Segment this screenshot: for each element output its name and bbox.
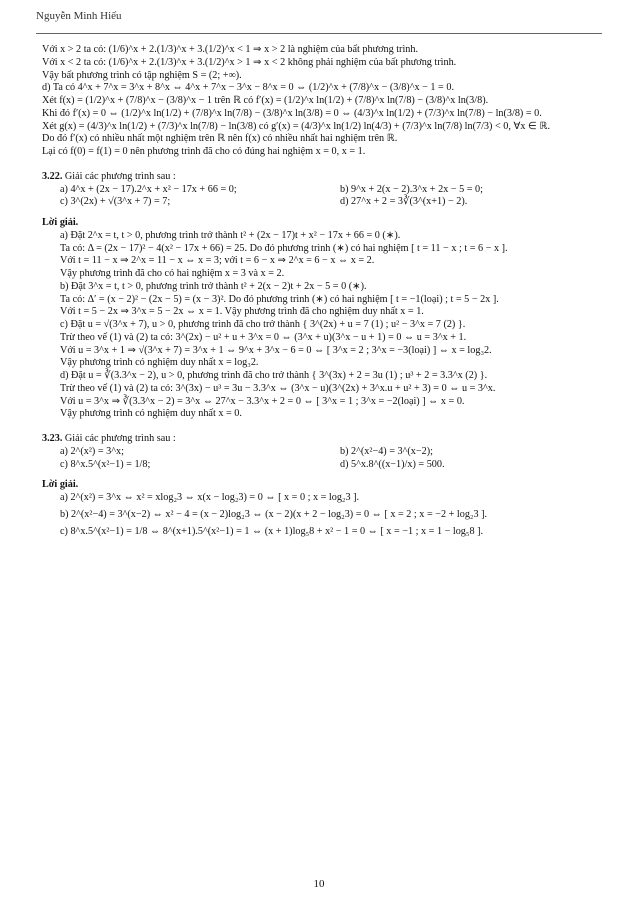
intro-line: Do đó f′(x) có nhiều nhất một nghiệm trên ℝ nên f(x) có nhiều nhất hai nghiệm trên ℝ. xyxy=(42,133,398,145)
solution-line: Vậy phương trình có nghiệm duy nhất x = 0. xyxy=(60,408,242,420)
solution-line: a) Đặt 2^x = t, t > 0, phương trình trở thành t² + (2x − 17)t + x² − 17x + 66 = 0 (∗). xyxy=(60,229,401,241)
intro-line: Xét f(x) = (1/2)^x + (7/8)^x − (3/8)^x − 1 trên ℝ có f′(x) = (1/2)^x ln(1/2) + (7/8)^x ln(7/8) − (3/8)^x ln(3/8). xyxy=(42,95,489,106)
solution-line: Với u = 3^x ⇒ ∛(3.3^x − 2) = 3^x ⇔ 27^x − 3.3^x + 2 = 0 ⇔ [ 3^x = 1 ; 3^x = −2(loại) ] ⇔ x = 0. xyxy=(60,395,465,407)
exercise-label: 3.22. xyxy=(42,170,63,182)
exercise-item: c) 8^x.5^(x²−1) = 1/8; xyxy=(60,458,151,470)
intro-line: Với x > 2 ta có: (1/6)^x + 2.(1/3)^x + 3.(1/2)^x < 1 ⇒ x > 2 là nghiệm của bất phương trình. xyxy=(42,44,419,55)
solution-line: Ta có: Δ′ = (x − 2)² − (2x − 5) = (x − 3)². Do đó phương trình (∗) có hai nghiệm [ t = −1(loại) ; t = 5 − 2x ]. xyxy=(60,293,499,305)
exercise-item: d) 27^x + 2 = 3∛(3^(x+1) − 2). xyxy=(340,196,468,208)
exercise-item: a) 4^x + (2x − 17).2^x + x² − 17x + 66 = 0; xyxy=(60,183,237,195)
solution-line: a) 2^(x²) = 3^x ⇔ x² = xlog₂3 ⇔ x(x − log₂3) = 0 ⇔ [ x = 0 ; x = log₂3 ]. xyxy=(60,492,360,503)
solution-line: Trừ theo vế (1) và (2) ta có: 3^(3x) − u³ = 3u − 3.3^x ⇔ (3^x − u)(3^(2x) + 3^x.u + u² + 3) = 0 ⇔ u = 3^x. xyxy=(60,382,496,394)
solution-line: Với t = 11 − x ⇒ 2^x = 11 − x ⇔ x = 3; với t = 6 − x ⇒ 2^x = 6 − x ⇔ x = 2. xyxy=(60,255,375,267)
solution-label: Lời giải. xyxy=(42,217,79,228)
header-rule xyxy=(36,33,602,34)
solution-line: Ta có: Δ = (2x − 17)² − 4(x² − 17x + 66) = 25. Do đó phương trình (∗) có hai nghiệm [ t = 11 − x ; t = 6 − x ]. xyxy=(60,242,508,254)
page-content xyxy=(42,44,602,862)
page-number: 10 xyxy=(313,878,325,890)
exercise-3-22 xyxy=(42,171,602,421)
solution-line: c) 8^x.5^(x²−1) = 1/8 ⇔ 8^(x+1).5^(x²−1) = 1 ⇔ (x + 1)log₅8 + x² − 1 = 0 ⇔ [ x = −1 ; x = 1 − log₅8 ]. xyxy=(60,525,484,537)
solution-line: Trừ theo vế (1) và (2) ta có: 3^(2x) − u² + u + 3^x = 0 ⇔ (3^x + u)(3^x − u + 1) = 0 ⇔ u = 3^x + 1. xyxy=(60,331,467,343)
exercise-title: Giải các phương trình sau : xyxy=(64,170,176,182)
solution-line: Vậy phương trình có nghiệm duy nhất x = log₃2. xyxy=(60,357,259,369)
solution-line: Vậy phương trình đã cho có hai nghiệm x = 3 và x = 2. xyxy=(60,268,285,279)
solution-line: b) Đặt 3^x = t, t > 0, phương trình trở thành t² + 2(x − 2)t + 2x − 5 = 0 (∗). xyxy=(60,280,367,292)
exercise-item: b) 9^x + 2(x − 2).3^x + 2x − 5 = 0; xyxy=(340,183,483,195)
intro-line: Khi đó f′(x) = 0 ⇔ (1/2)^x ln(1/2) + (7/8)^x ln(7/8) − (3/8)^x ln(3/8) = 0 ⇔ (4/3)^x ln(1/2) + (7/3)^x ln(7/8) − ln(3/8) = 0. xyxy=(42,107,542,119)
exercise-title: Giải các phương trình sau : xyxy=(64,433,176,444)
solution-line: Với t = 5 − 2x ⇒ 3^x = 5 − 2x ⇔ x = 1. Vậy phương trình đã cho nghiệm duy nhất x = 1. xyxy=(60,306,424,318)
intro-line: Vậy bất phương trình có tập nghiệm S = (2; +∞). xyxy=(42,69,242,81)
exercise-label: 3.23. xyxy=(42,433,63,444)
intro-line: Xét g(x) = (4/3)^x ln(1/2) + (7/3)^x ln(7/8) − ln(3/8) có g′(x) = (4/3)^x ln(1/2) ln(4/3) + (7/3)^x ln(7/8) ln(7/3) < 0, ∀x ∈ ℝ. xyxy=(42,120,551,132)
exercise-item: b) 2^(x²−4) = 3^(x−2); xyxy=(340,445,433,457)
exercise-item: d) 5^x.8^((x−1)/x) = 500. xyxy=(340,458,445,470)
solution-line: Với u = 3^x + 1 ⇒ √(3^x + 7) = 3^x + 1 ⇔ 9^x + 3^x − 6 = 0 ⇔ [ 3^x = 2 ; 3^x = −3(loại) ] ⇔ x = log₃2. xyxy=(60,344,492,356)
exercise-item: c) 3^(2x) + √(3^x + 7) = 7; xyxy=(60,196,171,208)
author-name: Nguyễn Minh Hiếu xyxy=(36,10,122,22)
solution-line: d) Đặt u = ∛(3.3^x − 2), u > 0, phương trình đã cho trở thành { 3^(3x) + 2 = 3u (1) ; u³ + 2 = 3.3^x (2) }. xyxy=(60,370,488,381)
page-header xyxy=(36,10,602,28)
intro-line: Lại có f(0) = f(1) = 0 nên phương trình đã cho có đúng hai nghiệm x = 0, x = 1. xyxy=(42,146,366,157)
solution-line: c) Đặt u = √(3^x + 7), u > 0, phương trình đã cho trở thành { 3^(2x) + u = 7 (1) ; u² − 3^x = 7 (2) }. xyxy=(60,319,466,330)
exercise-3-23 xyxy=(42,433,602,538)
intro-line: Với x < 2 ta có: (1/6)^x + 2.(1/3)^x + 3.(1/2)^x > 1 ⇒ x < 2 không phải nghiệm của bất phương trình. xyxy=(42,56,457,68)
solution-line: b) 2^(x²−4) = 3^(x−2) ⇔ x² − 4 = (x − 2)log₂3 ⇔ (x − 2)(x + 2 − log₂3) = 0 ⇔ [ x = 2 ; x = −2 + log₂3 ]. xyxy=(60,508,488,520)
exercise-item: a) 2^(x²) = 3^x; xyxy=(60,445,124,457)
solution-label: Lời giải. xyxy=(42,479,79,491)
intro-line: d) Ta có 4^x + 7^x = 3^x + 8^x ⇔ 4^x + 7^x − 3^x − 8^x = 0 ⇔ (1/2)^x + (7/8)^x − (3/8)^x − 1 = 0. xyxy=(42,82,454,94)
